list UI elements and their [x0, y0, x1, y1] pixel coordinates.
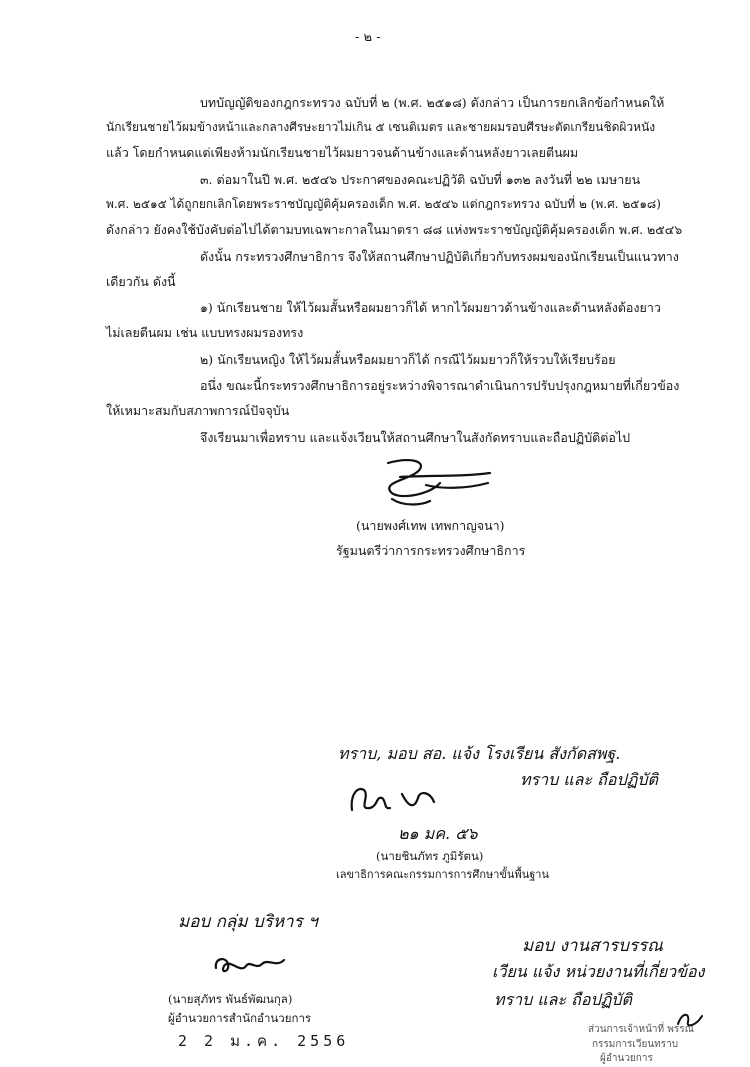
item-1-line-2: ไม่เลยตีนผม เช่น แบบทรงผมรองทรง — [106, 325, 304, 340]
paragraph-2-line-3: ดังกล่าว ยังคงใช้บังคับต่อไปได้ตามบทเฉพาะกาลในมาตรา ๘๘ แห่งพระราชบัญญัติคุ้มครองเด็ก พ.ศ. ๒๕๔๖ — [106, 222, 683, 237]
secretary-handwritten-note-line-1: ทราบ, มอบ สอ. แจ้ง โรงเรียน สังกัดสพฐ. — [338, 744, 621, 763]
secretary-handwritten-date: ๒๑ มค. ๕๖ — [398, 824, 478, 843]
secretary-signature — [344, 780, 444, 820]
director-title: ผู้อำนวยการสำนักอำนวยการ — [168, 1011, 312, 1025]
secretary-name: (นายชินภัทร ภูมิรัตน) — [376, 849, 484, 863]
received-date-stamp: 2 2 ม.ค. 2556 — [178, 1032, 350, 1050]
paragraph-1-line-3: แล้ว โดยกำหนดแต่เพียงห้ามนักเรียนชายไว้ผมยาวจนด้านข้างและด้านหลังยาวเลยตีนผม — [106, 145, 579, 160]
director-signature — [210, 948, 290, 978]
item-2-line-1: ๒) นักเรียนหญิง ให้ไว้ผมสั้นหรือผมยาวก็ได้ กรณีไว้ผมยาวก็ให้รวบให้เรียบร้อย — [200, 352, 616, 367]
page-number: - ๒ - — [355, 30, 381, 45]
paragraph-2-line-2: พ.ศ. ๒๕๑๕ ได้ถูกยกเลิกโดยพระราชบัญญัติคุ้มครองเด็ก พ.ศ. ๒๕๔๖ แต่กฎกระทรวง ฉบับที่ ๒ (พ.ศ. ๒๕๑๘) — [106, 197, 661, 211]
paragraph-2-line-1: ๓. ต่อมาในปี พ.ศ. ๒๕๔๖ ประกาศของคณะปฏิวัติ ฉบับที่ ๑๓๒ ลงวันที่ ๒๒ เมษายน — [200, 172, 641, 187]
paragraph-3-line-2: เดียวกัน ดังนี้ — [106, 274, 176, 289]
right-handwritten-note-line-3: ทราบ และ ถือปฏิบัติ — [494, 990, 632, 1009]
paragraph-1-line-2: นักเรียนชายไว้ผมข้างหน้าและกลางศีรษะยาวไม่เกิน ๕ เซนติเมตร และชายผมรอบศีรษะตัดเกรียนชิดผิวหนัง — [106, 120, 656, 134]
minister-name: (นายพงศ์เทพ เทพกาญจนา) — [356, 518, 505, 533]
paragraph-4-line-1: อนึ่ง ขณะนี้กระทรวงศึกษาธิการอยู่ระหว่างพิจารณาดำเนินการปรับปรุงกฎหมายที่เกี่ยวข้อง — [200, 378, 680, 393]
minister-title: รัฐมนตรีว่าการกระทรวงศึกษาธิการ — [336, 543, 526, 558]
paragraph-4-line-2: ให้เหมาะสมกับสภาพการณ์ปัจจุบัน — [106, 403, 290, 418]
right-stamp-line-2: กรรมการเวียนทราบ — [592, 1039, 679, 1050]
secretary-title: เลขาธิการคณะกรรมการการศึกษาขั้นพื้นฐาน — [336, 868, 549, 881]
item-1-line-1: ๑) นักเรียนชาย ให้ไว้ผมสั้นหรือผมยาวก็ได้ หากไว้ผมยาวด้านข้างและด้านหลังต้องยาว — [200, 300, 661, 315]
right-handwritten-note-line-2: เวียน แจ้ง หน่วยงานที่เกี่ยวข้อง — [492, 962, 705, 981]
paragraph-5-line-1: จึงเรียนมาเพื่อทราบ และแจ้งเวียนให้สถานศึกษาในสังกัดทราบและถือปฏิบัติต่อไป — [200, 430, 631, 445]
director-name: (นายสุภัทร พันธ์พัฒนกุล) — [168, 992, 293, 1006]
paragraph-1-line-1: บทบัญญัติของกฎกระทรวง ฉบับที่ ๒ (พ.ศ. ๒๕๑๘) ดังกล่าว เป็นการยกเลิกข้อกำหนดให้ — [200, 95, 665, 110]
minister-signature — [370, 455, 500, 515]
right-stamp-line-3: ผู้อำนวยการ — [600, 1053, 653, 1064]
right-handwritten-note-line-1: มอบ งานสารบรรณ — [522, 936, 663, 956]
paragraph-3-line-1: ดังนั้น กระทรวงศึกษาธิการ จึงให้สถานศึกษาปฏิบัติเกี่ยวกับทรงผมของนักเรียนเป็นแนวทาง — [200, 249, 679, 264]
right-stamp-line-1: ส่วนการเจ้าหน้าที่ พรรณ — [588, 1024, 694, 1035]
director-handwritten-note: มอบ กลุ่ม บริหาร ฯ — [178, 912, 318, 932]
secretary-handwritten-note-line-2: ทราบ และ ถือปฏิบัติ — [520, 770, 658, 789]
